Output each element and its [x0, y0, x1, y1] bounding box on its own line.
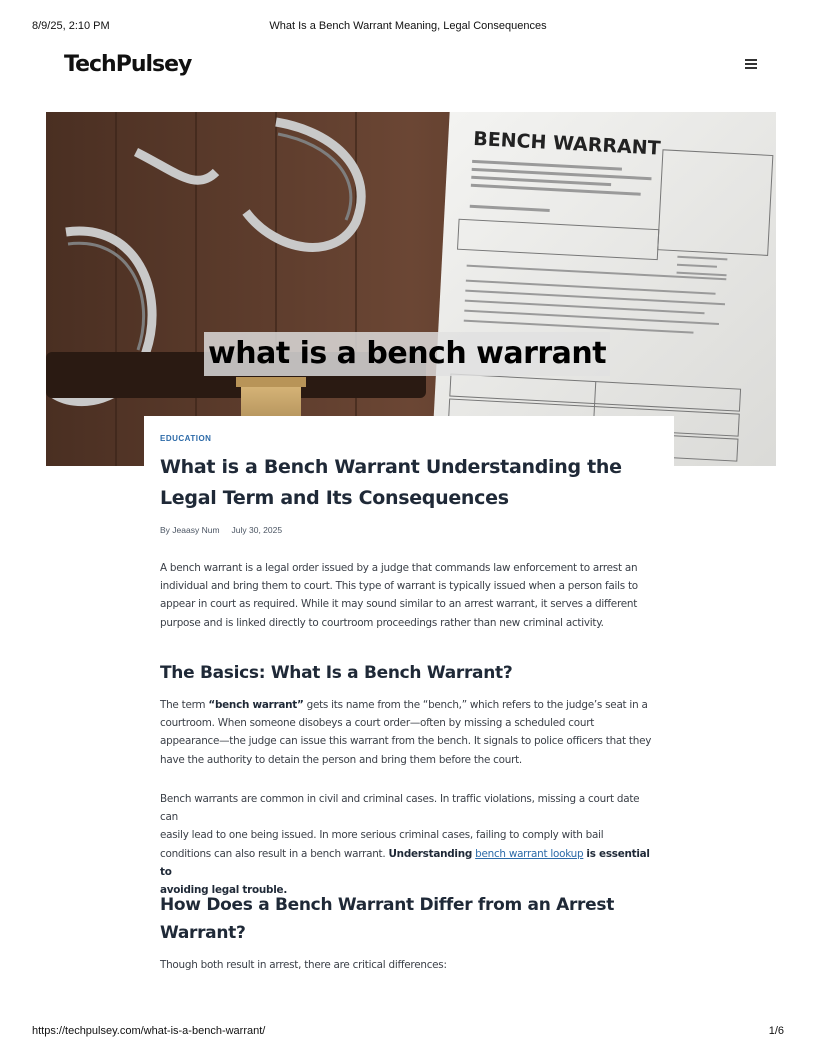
- print-header: [0, 20, 816, 34]
- heading-line: How Does a Bench Warrant Differ from an Arrest: [160, 895, 615, 915]
- site-header: [0, 50, 816, 84]
- intro-paragraph: [160, 559, 660, 632]
- text-fragment: The term: [160, 699, 209, 711]
- bench-warrant-lookup-link[interactable]: bench warrant lookup: [475, 847, 584, 860]
- article-title: [160, 452, 660, 514]
- hero-document-heading: BENCH WARRANT: [472, 127, 662, 160]
- category-link[interactable]: EDUCATION: [160, 434, 212, 443]
- author-link[interactable]: By Jeaasy Num: [160, 525, 220, 535]
- text-line: Bench warrants are common in civil and criminal cases. In traffic violations, missing a court date can: [160, 793, 640, 824]
- section-heading-basics: The Basics: What Is a Bench Warrant?: [160, 663, 513, 683]
- basics-paragraph: [160, 696, 660, 769]
- hero-image: [46, 112, 776, 466]
- text-line: A bench warrant is a legal order issued by a judge that commands law enforcement to arrest an: [160, 562, 638, 574]
- hero-illustration: [46, 112, 776, 466]
- text-line: have the authority to detain the person and bring them before the court.: [160, 753, 522, 766]
- publish-date: July 30, 2025: [231, 525, 283, 535]
- print-url: https://techpulsey.com/what-is-a-bench-warrant/: [32, 1025, 266, 1037]
- text-line: appear in court as required. While it may sound similar to an arrest warrant, it serves a different: [160, 598, 638, 611]
- section-heading-differ: [160, 891, 660, 947]
- article-title-line: Legal Term and Its Consequences: [160, 487, 509, 509]
- text-fragment: gets its name from the “bench,” which refers to the judge’s seat in a: [303, 699, 648, 711]
- bold-phrase: Understanding: [388, 847, 473, 860]
- article-meta: [160, 525, 282, 535]
- article-title-line: What is a Bench Warrant Understanding the: [160, 456, 622, 478]
- text-line: appearance—the judge can issue this warrant from the bench. It signals to police officers that they: [160, 735, 652, 748]
- differences-intro: Though both result in arrest, there are critical differences:: [160, 959, 447, 971]
- text-line: individual and bring them to court. This type of warrant is typically issued when a person fails to: [160, 580, 638, 593]
- hamburger-menu-icon[interactable]: [745, 59, 757, 69]
- bold-term: “bench warrant”: [208, 699, 304, 711]
- text-line: purpose and is linked directly to courtroom proceedings rather than new criminal activity.: [160, 616, 604, 629]
- text-line: courtroom. When someone disobeys a court order—often by missing a scheduled court: [160, 717, 595, 730]
- print-page-number: 1/6: [768, 1025, 784, 1037]
- bold-phrase: is essential to: [160, 847, 650, 878]
- bold-phrase: avoiding legal trouble.: [160, 884, 288, 897]
- hero-caption: what is a bench warrant: [204, 332, 610, 376]
- print-footer: [0, 1025, 816, 1039]
- heading-line: Warrant?: [160, 923, 246, 943]
- print-page-title: What Is a Bench Warrant Meaning, Legal Consequences: [269, 20, 547, 32]
- print-date: 8/9/25, 2:10 PM: [32, 20, 110, 32]
- common-cases-paragraph: [160, 790, 660, 899]
- text-fragment: conditions can also result in a bench warrant.: [160, 847, 389, 860]
- site-logo[interactable]: TechPulsey: [64, 52, 192, 77]
- text-line: easily lead to one being issued. In more serious criminal cases, failing to comply with bail: [160, 829, 604, 842]
